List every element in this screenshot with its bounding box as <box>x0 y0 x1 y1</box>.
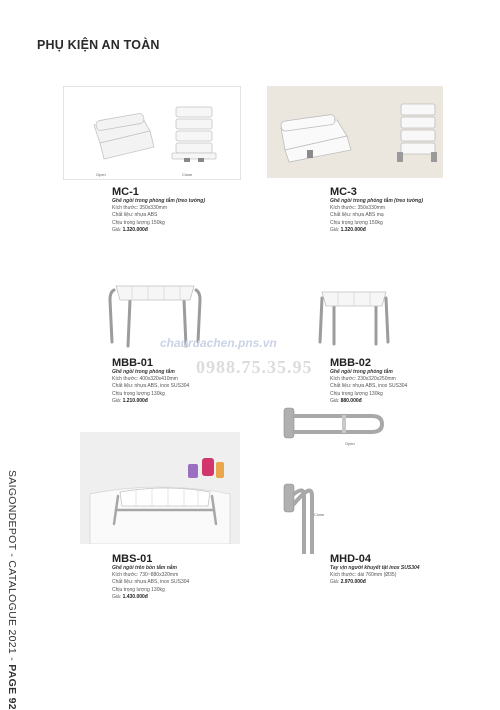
product-size: Kích thước: 230x320x250mm <box>330 376 396 383</box>
product-name: Tay vịn người khuyết tật inox SUS304 <box>330 565 420 571</box>
product-price: Giá: 2.970.000đ <box>330 579 366 586</box>
mc1-caption-close: Close <box>182 172 193 177</box>
mbs01-photo <box>80 432 240 544</box>
product-mbb02 <box>330 357 407 405</box>
product-size: Kích thước: 350x330mm <box>330 205 385 212</box>
product-material: Chất liệu: nhựa ABS mạ <box>330 212 384 219</box>
product-mbs01 <box>112 553 189 601</box>
product-material: Chất liệu: nhựa ABS, inox SUS304 <box>112 579 190 586</box>
product-load: Chịu trọng lượng 150kg <box>330 219 383 226</box>
mhd04-caption-open: Open <box>345 441 355 446</box>
mc1-caption-open: Open <box>96 172 106 177</box>
product-code: MC-1 <box>112 186 139 198</box>
product-code: MBB-02 <box>330 357 371 369</box>
product-load: Chịu trọng lượng 130kg <box>330 390 383 397</box>
product-price: Giá: 1.320.000đ <box>112 226 148 233</box>
catalogue-label: SAIGONDEPOT - CATALOGUE 2021 - <box>6 470 18 665</box>
product-code: MHD-04 <box>330 553 371 565</box>
product-name: Ghế ngồi trong phòng tắm <box>112 369 175 375</box>
product-size: Kích thước: dài 760mm (Ø35) <box>330 572 397 579</box>
product-name: Ghế ngồi trong phòng tắm (treo tường) <box>112 198 206 204</box>
mhd04-photo <box>282 404 392 554</box>
side-label <box>4 470 34 710</box>
product-code: MC-3 <box>330 186 357 198</box>
product-material: Chất liệu: nhựa ABS, inox SUS304 <box>330 383 408 390</box>
product-name: Ghế ngồi trong phòng tắm <box>330 369 393 375</box>
product-size: Kích thước: 400x320x410mm <box>112 376 178 383</box>
product-mbb01 <box>112 357 189 405</box>
page-title: PHỤ KIỆN AN TOÀN <box>37 38 160 52</box>
product-name: Ghế ngồi trong phòng tắm (treo tường) <box>330 198 424 204</box>
product-code: MBB-01 <box>112 357 153 369</box>
product-load: Chịu trọng lượng 130kg <box>112 586 165 593</box>
product-material: Chất liệu: nhựa ABS <box>112 212 158 219</box>
page-number: PAGE 92 <box>6 664 18 710</box>
product-mc1 <box>112 186 205 234</box>
product-price: Giá: 1.430.000đ <box>112 593 148 600</box>
mc3-photo <box>267 86 443 178</box>
product-price: Giá: 1.320.000đ <box>330 226 366 233</box>
product-load: Chịu trọng lượng 150kg <box>112 219 165 226</box>
product-load: Chịu trọng lượng 130kg <box>112 390 165 397</box>
product-size: Kích thước: 350x330mm <box>112 205 167 212</box>
watermark-phone: 0988.75.35.95 <box>196 357 313 377</box>
product-code: MBS-01 <box>112 553 153 565</box>
product-mc3 <box>330 186 423 234</box>
product-name: Ghế ngồi trên bồn tắm nằm <box>112 565 178 571</box>
mc1-photo <box>63 86 241 180</box>
watermark-site: chauruachen.pns.vn <box>160 336 277 350</box>
product-material: Chất liệu: nhựa ABS, inox SUS304 <box>112 383 190 390</box>
product-price: Giá: 1.210.000đ <box>112 397 148 404</box>
mbb02-photo <box>314 284 394 346</box>
product-mhd04 <box>330 553 420 587</box>
product-price: Giá: 880.000đ <box>330 397 362 404</box>
mhd04-caption-close: Close <box>314 512 325 517</box>
product-size: Kích thước: 730~880x320mm <box>112 572 179 579</box>
